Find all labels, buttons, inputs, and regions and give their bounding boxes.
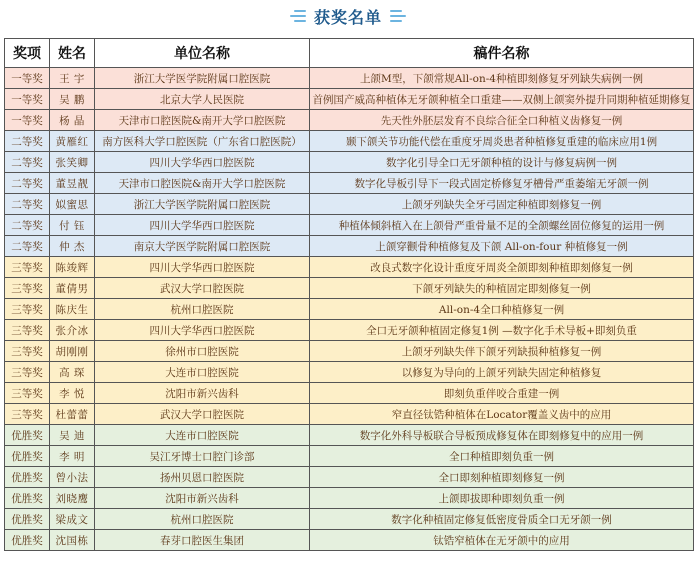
unit-cell: 四川大学华西口腔医院 bbox=[95, 257, 310, 278]
name-cell: 梁成文 bbox=[50, 509, 95, 530]
unit-cell: 天津市口腔医院&南开大学口腔医院 bbox=[95, 173, 310, 194]
award-cell: 优胜奖 bbox=[5, 530, 50, 551]
unit-cell: 春芽口腔医生集团 bbox=[95, 530, 310, 551]
table-row bbox=[5, 383, 694, 404]
work-cell: 全口无牙颌种植固定修复1例 —数字化手术导板+即刻负重 bbox=[310, 320, 694, 341]
title-decoration-left-icon bbox=[290, 10, 306, 22]
unit-cell: 天津市口腔医院&南开大学口腔医院 bbox=[95, 110, 310, 131]
unit-cell: 武汉大学口腔医院 bbox=[95, 404, 310, 425]
name-cell: 董昱靓 bbox=[50, 173, 95, 194]
unit-cell: 大连市口腔医院 bbox=[95, 425, 310, 446]
work-cell: 即刻负重伴咬合重建一例 bbox=[310, 383, 694, 404]
table-row bbox=[5, 299, 694, 320]
award-cell: 三等奖 bbox=[5, 362, 50, 383]
name-cell: 胡刚刚 bbox=[50, 341, 95, 362]
name-cell: 陈竣辉 bbox=[50, 257, 95, 278]
work-cell: 种植体倾斜植入在上颌骨严重骨量不足的全颌螺丝固位修复的运用一例 bbox=[310, 215, 694, 236]
name-cell: 付 钰 bbox=[50, 215, 95, 236]
table-row bbox=[5, 257, 694, 278]
name-cell: 张笑卿 bbox=[50, 152, 95, 173]
work-cell: All-on-4全口种植修复一例 bbox=[310, 299, 694, 320]
work-cell: 数字化外科导板联合导板预成修复体在即刻修复中的应用一例 bbox=[310, 425, 694, 446]
unit-cell: 杭州口腔医院 bbox=[95, 509, 310, 530]
table-row bbox=[5, 362, 694, 383]
unit-cell: 浙江大学医学院附属口腔医院 bbox=[95, 194, 310, 215]
award-cell: 二等奖 bbox=[5, 236, 50, 257]
award-cell: 三等奖 bbox=[5, 383, 50, 404]
table-row bbox=[5, 404, 694, 425]
unit-cell: 沈阳市新兴齿科 bbox=[95, 383, 310, 404]
name-cell: 杨 晶 bbox=[50, 110, 95, 131]
table-row bbox=[5, 320, 694, 341]
table-row bbox=[5, 152, 694, 173]
name-cell: 沈国栋 bbox=[50, 530, 95, 551]
name-cell: 李 明 bbox=[50, 446, 95, 467]
award-cell: 三等奖 bbox=[5, 320, 50, 341]
name-cell: 李 悦 bbox=[50, 383, 95, 404]
unit-cell: 武汉大学口腔医院 bbox=[95, 278, 310, 299]
table-row bbox=[5, 215, 694, 236]
award-cell: 一等奖 bbox=[5, 110, 50, 131]
column-header-unit: 单位名称 bbox=[95, 39, 310, 68]
table-row bbox=[5, 236, 694, 257]
work-cell: 以修复为导向的上颌牙列缺失固定种植修复 bbox=[310, 362, 694, 383]
award-cell: 二等奖 bbox=[5, 152, 50, 173]
table-row bbox=[5, 194, 694, 215]
name-cell: 曾小法 bbox=[50, 467, 95, 488]
name-cell: 张介冰 bbox=[50, 320, 95, 341]
name-cell: 杜蕾蕾 bbox=[50, 404, 95, 425]
table-row bbox=[5, 488, 694, 509]
name-cell: 董倩男 bbox=[50, 278, 95, 299]
title-decoration-right-icon bbox=[390, 10, 406, 22]
award-cell: 二等奖 bbox=[5, 215, 50, 236]
name-cell: 刘晓鹰 bbox=[50, 488, 95, 509]
award-cell: 一等奖 bbox=[5, 68, 50, 89]
work-cell: 下颌牙列缺失的种植固定即刻修复一例 bbox=[310, 278, 694, 299]
work-cell: 全口即刻种植即刻修复一例 bbox=[310, 467, 694, 488]
work-cell: 先天性外胚层发育不良综合征全口种植义齿修复一例 bbox=[310, 110, 694, 131]
award-cell: 优胜奖 bbox=[5, 488, 50, 509]
page-title: 获奖名单 bbox=[313, 7, 382, 27]
work-cell: 改良式数字化设计重度牙周炎全颌即刻种植即刻修复一例 bbox=[310, 257, 694, 278]
award-cell: 三等奖 bbox=[5, 404, 50, 425]
award-cell: 三等奖 bbox=[5, 278, 50, 299]
work-cell: 钛锆窄植体在无牙颌中的应用 bbox=[310, 530, 694, 551]
work-cell: 上颌牙列缺失全牙弓固定种植即刻修复一例 bbox=[310, 194, 694, 215]
table-row bbox=[5, 341, 694, 362]
work-cell: 上颌即拔即种即刻负重一例 bbox=[310, 488, 694, 509]
award-cell: 一等奖 bbox=[5, 89, 50, 110]
award-cell: 二等奖 bbox=[5, 173, 50, 194]
work-cell: 上颌M型，下颌常规All-on-4种植即刻修复牙列缺失病例一例 bbox=[310, 68, 694, 89]
unit-cell: 沈阳市新兴齿科 bbox=[95, 488, 310, 509]
column-header-award: 奖项 bbox=[5, 39, 50, 68]
award-cell: 优胜奖 bbox=[5, 446, 50, 467]
name-cell: 吴 迪 bbox=[50, 425, 95, 446]
work-cell: 数字化引导全口无牙颌种植的设计与修复病例一例 bbox=[310, 152, 694, 173]
work-cell: 颞下颌关节功能代偿在重度牙周炎患者种植修复重建的临床应用1例 bbox=[310, 131, 694, 152]
award-cell: 三等奖 bbox=[5, 341, 50, 362]
work-cell: 上颌牙列缺失伴下颌牙列缺损种植修复一例 bbox=[310, 341, 694, 362]
award-cell: 三等奖 bbox=[5, 257, 50, 278]
table-row bbox=[5, 89, 694, 110]
column-header-work: 稿件名称 bbox=[310, 39, 694, 68]
unit-cell: 扬州贝恩口腔医院 bbox=[95, 467, 310, 488]
award-cell: 优胜奖 bbox=[5, 467, 50, 488]
table-row bbox=[5, 509, 694, 530]
award-cell: 三等奖 bbox=[5, 299, 50, 320]
unit-cell: 徐州市口腔医院 bbox=[95, 341, 310, 362]
table-row bbox=[5, 467, 694, 488]
column-header-name: 姓名 bbox=[50, 39, 95, 68]
work-cell: 上颌穿颧骨种植修复及下颌 All-on-four 种植修复一例 bbox=[310, 236, 694, 257]
award-table bbox=[4, 38, 694, 551]
award-cell: 优胜奖 bbox=[5, 425, 50, 446]
work-cell: 数字化导板引导下一段式固定桥修复牙槽骨严重萎缩无牙颌一例 bbox=[310, 173, 694, 194]
award-cell: 二等奖 bbox=[5, 131, 50, 152]
name-cell: 王 宇 bbox=[50, 68, 95, 89]
name-cell: 吴 鹏 bbox=[50, 89, 95, 110]
table-row bbox=[5, 110, 694, 131]
work-cell: 数字化种植固定修复低密度骨质全口无牙颌一例 bbox=[310, 509, 694, 530]
unit-cell: 四川大学华西口腔医院 bbox=[95, 152, 310, 173]
work-cell: 窄直径钛锆种植体在Locator覆盖义齿中的应用 bbox=[310, 404, 694, 425]
name-cell: 姒蜜思 bbox=[50, 194, 95, 215]
name-cell: 黄雁红 bbox=[50, 131, 95, 152]
table-row bbox=[5, 173, 694, 194]
unit-cell: 大连市口腔医院 bbox=[95, 362, 310, 383]
work-cell: 首例国产威高种植体无牙颌种植全口重建——双侧上颌窦外提升同期种植延期修复 bbox=[310, 89, 694, 110]
table-header-row bbox=[5, 39, 694, 68]
unit-cell: 四川大学华西口腔医院 bbox=[95, 215, 310, 236]
award-cell: 优胜奖 bbox=[5, 509, 50, 530]
unit-cell: 北京大学人民医院 bbox=[95, 89, 310, 110]
unit-cell: 吴江牙博士口腔门诊部 bbox=[95, 446, 310, 467]
table-row bbox=[5, 68, 694, 89]
table-row bbox=[5, 446, 694, 467]
name-cell: 高 琛 bbox=[50, 362, 95, 383]
name-cell: 仲 杰 bbox=[50, 236, 95, 257]
table-row bbox=[5, 278, 694, 299]
unit-cell: 四川大学华西口腔医院 bbox=[95, 320, 310, 341]
unit-cell: 南方医科大学口腔医院（广东省口腔医院） bbox=[95, 131, 310, 152]
name-cell: 陈庆生 bbox=[50, 299, 95, 320]
unit-cell: 杭州口腔医院 bbox=[95, 299, 310, 320]
unit-cell: 南京大学医学院附属口腔医院 bbox=[95, 236, 310, 257]
table-row bbox=[5, 530, 694, 551]
work-cell: 全口种植即刻负重一例 bbox=[310, 446, 694, 467]
header bbox=[0, 0, 696, 32]
table-row bbox=[5, 425, 694, 446]
table-row bbox=[5, 131, 694, 152]
unit-cell: 浙江大学医学院附属口腔医院 bbox=[95, 68, 310, 89]
award-cell: 二等奖 bbox=[5, 194, 50, 215]
